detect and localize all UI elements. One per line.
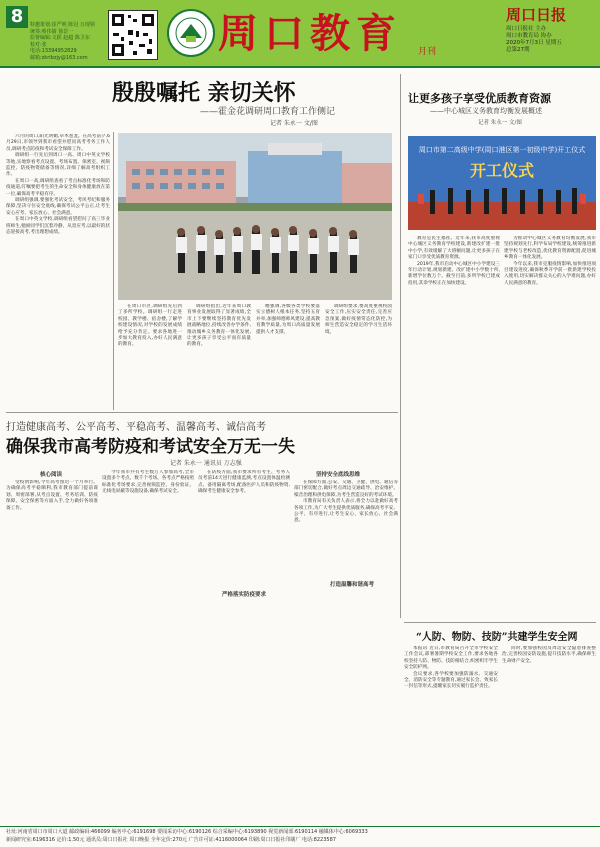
paragraph: 今年以来,我市克服疫情影响,加快推进项目建设进度,确保秋季开学前一批新建学校投入使用,切实解决群众关心的入学难问题,办好人民满意的教育。 [504,261,596,286]
article3-column-1 [6,480,98,825]
paper-info-line: 总第27期 [506,47,530,53]
article2-byline: 记者 朱永一 文/图 [478,120,522,126]
article3-column-3 [198,470,290,825]
editor-line: 监督编辑:文跃 赵超 陈卫东 [30,35,90,41]
section-heading: 打造温馨和谐高考 [330,582,375,588]
column-divider [400,74,401,618]
section-heading: 严格落实防疫要求 [222,592,267,598]
photo-caption-large: 开工仪式 [469,161,535,180]
paragraph: 在防疫方面,我市要求所有考生、考务人员考前14天进行健康监测,考点设置体温检测点、备用隔离考场,配备医护人员和防疫物资,确保考生健康安全参考。 [198,470,290,495]
paper-info [506,26,596,54]
paper-info-line: 周口日报社 主办 [506,26,547,32]
article3-kicker: 打造健康高考、公平高考、平稳高考、温馨高考、诚信高考 [6,422,266,433]
editor-line: 校对:张 [30,41,47,48]
page-number: 8 [6,6,28,28]
article1-mid-column-4 [325,304,392,408]
article3-byline: 记者 朱永一 通讯员 万志强 [170,460,242,467]
section-divider [6,412,398,413]
school-building-photo [118,133,392,300]
article2-subtitle: ——中心城区义务教育均衡发展概述 [430,107,542,115]
article1-subtitle: ——霍金花调研周口教育工作侧记 [200,107,336,117]
editor-line: 统筹:蔡伟婧 徐景一 [30,28,74,35]
editor-line: 邮箱:zkribzjy@163.com [30,54,88,61]
paragraph: 在周口市区,调研组先后到了多所学校。调研组一行走进校园、教学楼、宿舍楼,了解学校建设情况,对学校的发展成绩给予充分肯定。要求各地进一步加大教育投入,办好人民满意的教育。 [118,304,182,348]
paragraph: 调研组要求,要高度重视校园安全工作,压实安全责任,完善应急预案,做好疫情常态化防控,为师生营造安全稳定的学习生活环境。 [325,304,392,335]
paragraph: 今年我市共有考生数万人参加高考,全市设置多个考点、数千个考场。各考点严格按照标准化考场要求,完善视频监控、身份验证、无线电屏蔽等设施设备,确保考试安全。 [102,470,194,495]
article1-mid-column-2 [187,304,251,408]
editor-line: 特邀策划:崔严明 陈冠 万现领 [30,22,95,28]
qr-code-icon [108,10,158,60]
paragraph: 2019年,我市启动中心城区中小学建设三年行动计划,规划新建、改扩建中小学数十所,新增学位数万个。截至目前,多所学校已建成投用,其余学校正在加快建设。 [408,261,500,286]
article2-column-2 [504,236,596,618]
brand-subtitle: 月刊 [418,47,437,57]
article4-title: “人防、物防、技防”共建学生安全网 [416,632,578,643]
photo-caption: 周口市第二高级中学(周口港区第一初级中学)开工仪式 [418,146,586,154]
article3-title: 确保我市高考防疫和考试安全万无一失 [6,437,295,457]
editor-line: 电话:13394952829 [30,48,77,54]
column-divider [113,132,114,410]
article2-title: 让更多孩子享受优质教育资源 [408,92,551,105]
paragraph: 在周口中英文学校,调研组看望慰问了高三毕业班师生,勉励同学们沉着冷静、从容应考,以最好的状态迎接高考,考出理想成绩。 [6,217,110,236]
footer [0,826,600,847]
paragraph: 在保障方面,公安、交通、卫健、供电、通信等部门密切配合,做好考点周边交通疏导、治安维护、噪音治理和供电保障,为考生营造良好的考试环境。 [294,480,398,498]
header-divider [0,66,600,68]
paragraph: 在周口一高,调研组查看了考点标准化考场和防疫通道,叮嘱要把考生的生命安全和身体健康放在第一位,确保高考平稳有序。 [6,178,110,197]
article1-title: 殷殷嘱托 亲切关怀 [112,80,296,106]
article3-column-2 [102,470,194,825]
article1-byline: 记者 朱永一 文/图 [270,120,318,127]
paragraph: 调研组一行先后到周口一高、周口中英文学校等地,实地察看考点设置、考场布置、保密室、视频监控、防疫物资储备等情况,详细了解高考组织工作。 [6,153,110,178]
paragraph: 为推动中心城区义务教育均衡发展,我市坚持规划先行,科学布局学校建设,统筹推进新建学校与老校改造,优化教育资源配置,促进城乡教育一体化发展。 [504,236,596,261]
groundbreaking-ceremony-photo [408,136,596,230]
paragraph: 会议要求,各学校要加强防溺水、交通安全、消防安全等专题教育,通过家长会、致家长一封信等形式,提醒家长切实履行监护责任。 [404,671,498,690]
brand-title: 周口教育 [218,10,402,57]
paragraph: 她强调,各级各类学校要落实立德树人根本任务,坚持五育并举,加强师德师风建设,提高教育教学质量,为周口高质量发展提供人才支撑。 [256,304,320,335]
article1-mid-column-1 [118,304,182,408]
article4-column-2 [502,646,596,824]
section-divider [404,622,596,623]
paragraph: 六月的周口,阳光明媚,草木葱茏。在高考前夕,6月29日,市领导到我市看望并慰问高考考务工作人员,调研考点防疫和考试安全保障工作。 [6,134,110,152]
editor-info [30,22,110,61]
footer-line: 新闻研究室:6196316 定价:1.50元 通讯员:周口日报社 周口晚报 全年定价:270元 广告许可证:4116000064 印刷:周口日报社印刷厂 电话:8223587 [6,837,336,843]
paper-logo: 周口日报 [506,6,567,24]
article1-mid-column-3 [256,304,320,408]
paragraph: 受疫情影响,今年高考推迟一个月举行。为确保高考平稳顺利,我市教育部门提前谋划、周密部署,从考点设置、考务培训、防疫保障、安全保密等方面入手,全力做好各项准备工作。 [6,480,98,511]
paragraph: 本报讯 近日,市教育局召开全市学校安全工作会议,部署暑期学校安全工作,要求各地各校坚持人防、物防、技防相结合,织密织牢学生安全防护网。 [404,646,498,671]
school-emblem-icon [166,8,216,58]
article3-column-4 [294,480,398,825]
section-heading: 核心阅读 [40,472,63,478]
paper-info-line: 2020年7月3日 星期五 [506,40,562,46]
paragraph: 调研组强调,要强化考试安全、考风考纪和服务保障,坚决守住安全底线,确保考试公平公正,让考生安心应考、家长放心、社会满意。 [6,198,110,216]
paragraph: 市教育局有关负责人表示,将全力以赴做好高考各项工作,为广大考生提供优质服务,确保高考平安、公平、有序进行,让考生安心、家长放心、社会满意。 [294,499,398,524]
paragraph: 教育是民生福祉。近年来,我市高度重视中心城区义务教育学校建设,新建改扩建一批中小学,有效缓解了大班额问题,让更多孩子在家门口享受优质教育资源。 [408,236,500,261]
paper-info-line: 周口市教育局 协办 [506,33,552,39]
article2-column-1 [408,236,500,618]
article1-left-column [6,134,110,408]
section-heading: 坚持安全底线思维 [316,472,361,478]
paragraph: 同时,要加强校园及周边安全隐患排查整治,完善校园安防设施,提升技防水平,确保师生生命财产安全。 [502,646,596,664]
paragraph: 调研组指出,近年来周口教育事业发展取得了显著成绩,全市上下要继续坚持教育优先发展战略地位,持续改善办学条件,推动城乡义务教育一体化发展,让更多孩子享受公平而有质量的教育。 [187,304,251,348]
footer-line: 社址:河南省周口市周口大道 邮政编码:466099 编务中心:6191698 要闻采访中心:6190126 综合采编中心:6193890 视觉新闻部:6190114 融媒体中心:6069333 [6,829,368,835]
article4-column-1 [404,646,498,824]
